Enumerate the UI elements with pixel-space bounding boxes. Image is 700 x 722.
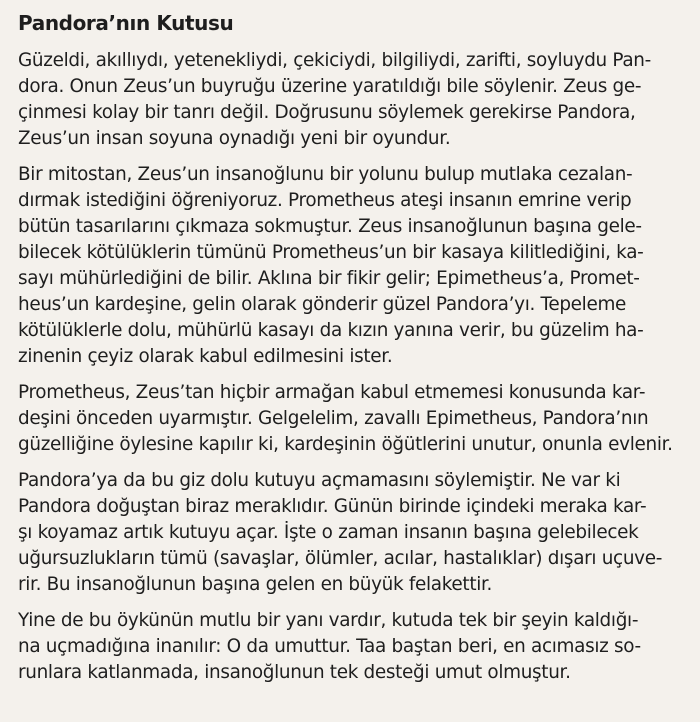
paragraph-line: Güzeldi, akıllıydı, yetenekliydi, çekiciydi, bilgiliydi, zarifti, soyluydu Pan-: [18, 50, 651, 71]
paragraph-line: Bir mitostan, Zeus’un insanoğlunu bir yolunu bulup mutlaka cezalan-: [18, 164, 633, 185]
paragraph-5: [18, 608, 684, 686]
paragraph-line: sayı mühürlediğini de bilir. Aklına bir fikir gelir; Epimetheus’a, Promet-: [18, 268, 640, 289]
paragraph-line: bilecek kötülüklerin tümünü Prometheus’un bir kasaya kilitlediğini, ka-: [18, 242, 644, 263]
paragraph-line: rir. Bu insanoğlunun başına gelen en büyük felakettir.: [18, 574, 493, 595]
paragraph-2: [18, 162, 684, 370]
paragraph-line: Zeus’un insan soyuna oynadığı yeni bir oyundur.: [18, 128, 451, 149]
paragraph-4: [18, 468, 684, 598]
paragraph-line: Yine de bu öykünün mutlu bir yanı vardır, kutuda tek bir şeyin kaldığı-: [18, 610, 639, 631]
paragraph-line: dırmak istediğini öğreniyoruz. Prometheus ateşi insanın emrine verip: [18, 190, 632, 211]
paragraph-line: güzelliğine öylesine kapılır ki, kardeşinin öğütlerini unutur, onunla evlenir.: [18, 434, 673, 455]
paragraph-line: dora. Onun Zeus’un buyruğu üzerine yaratıldığı bile söylenir. Zeus ge-: [18, 76, 642, 97]
paragraph-line: runlara katlanmada, insanoğlunun tek desteği umut olmuştur.: [18, 662, 571, 683]
paragraph-line: uğursuzlukların tümü (savaşlar, ölümler, acılar, hastalıklar) dışarı uçuve-: [18, 548, 663, 569]
paragraph-line: Pandora’ya da bu giz dolu kutuyu açmamasını söylemiştir. Ne var ki: [18, 470, 621, 491]
paragraph-line: bütün tasarılarını çıkmaza sokmuştur. Zeus insanoğlunun başına gele-: [18, 216, 642, 237]
paragraph-line: kötülüklerle dolu, mühürlü kasayı da kızın yanına verir, bu güzelim ha-: [18, 320, 644, 341]
paragraph-line: heus’un kardeşine, gelin olarak gönderir güzel Pandora’yı. Tepeleme: [18, 294, 627, 315]
paragraph-line: deşini önceden uyarmıştır. Gelgelelim, zavallı Epimetheus, Pandora’nın: [18, 408, 649, 429]
paragraph-line: Prometheus, Zeus’tan hiçbir armağan kabul etmemesi konusunda kar-: [18, 382, 646, 403]
paragraph-line: şı koyamaz artık kutuyu açar. İşte o zaman insanın başına gelebilecek: [18, 522, 639, 543]
paragraph-line: na uçmadığına inanılır: O da umuttur. Taa baştan beri, en acımasız so-: [18, 636, 641, 657]
page-title: Pandora’nın Kutusu: [18, 11, 234, 35]
paragraph-3: [18, 380, 684, 458]
paragraph-line: Pandora doğuştan biraz meraklıdır. Günün birinde içindeki meraka kar-: [18, 496, 647, 517]
paragraph-1: [18, 48, 684, 152]
paragraph-line: zinenin çeyiz olarak kabul edilmesini ister.: [18, 346, 393, 367]
paragraph-line: çinmesi kolay bir tanrı değil. Doğrusunu söylemek gerekirse Pandora,: [18, 102, 636, 123]
